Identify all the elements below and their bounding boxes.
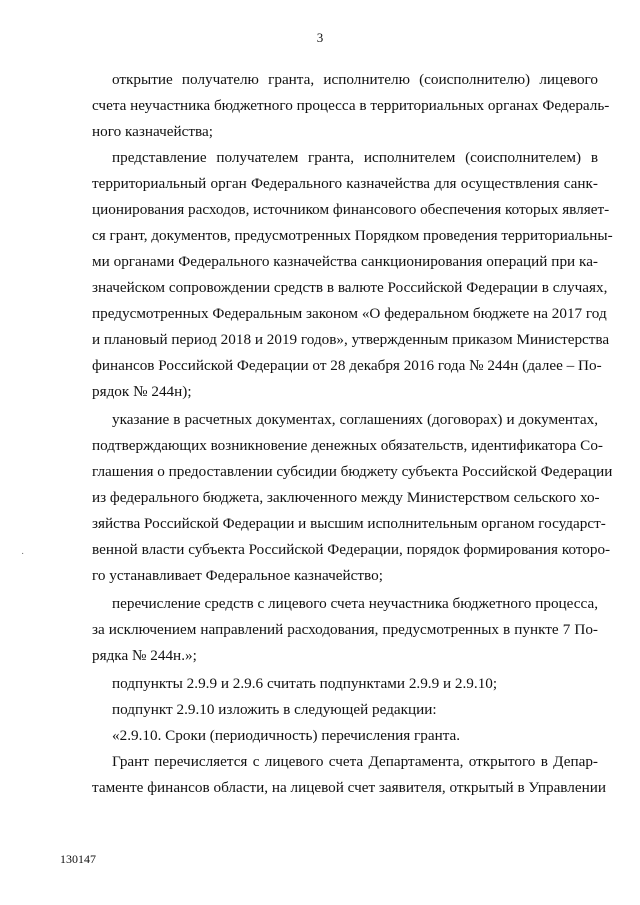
text-line: го устанавливает Федеральное казначейство;	[92, 567, 383, 584]
text-line: зяйства Российской Федерации и высшим исполнительным органом государст-	[92, 515, 606, 532]
text-line: подпункты 2.9.9 и 2.9.6 считать подпунктами 2.9.9 и 2.9.10;	[112, 675, 498, 692]
page-number: 3	[316, 30, 324, 45]
text-line: «2.9.10. Сроки (периодичность) перечисления гранта.	[112, 727, 461, 744]
text-line: ми органами Федерального казначейства санкционирования операций при ка-	[92, 253, 598, 270]
text-line: глашения о предоставлении субсидии бюджету субъекта Российской Федерации	[92, 463, 613, 480]
text-line: значейском сопровождении средств в валюте Российской Федерации в случаях,	[92, 279, 608, 296]
text-line: подтверждающих возникновение денежных обязательств, идентификатора Со-	[92, 437, 603, 454]
text-line: и плановый период 2018 и 2019 годов», утвержденным приказом Министерства	[92, 331, 610, 348]
margin-mark: ·	[21, 548, 25, 559]
text-line: рядка № 244н.»;	[92, 647, 197, 664]
text-line: венной власти субъекта Российской Федерации, порядок формирования которо-	[92, 541, 611, 558]
text-line: ного казначейства;	[92, 123, 213, 140]
text-line: ционирования расходов, источником финансового обеспечения которых являет-	[92, 201, 610, 218]
text-line: рядок № 244н);	[92, 383, 192, 400]
text-line: из федерального бюджета, заключенного между Министерством сельского хо-	[92, 489, 600, 506]
text-line: ся грант, документов, предусмотренных Порядком проведения территориальны-	[92, 227, 613, 244]
text-line: перечисление средств с лицевого счета неучастника бюджетного процесса,	[112, 595, 598, 612]
text-line: указание в расчетных документах, соглашениях (договорах) и документах,	[112, 411, 598, 428]
text-line: Грант перечисляется с лицевого счета Департамента, открытого в Депар-	[112, 753, 598, 770]
text-line: за исключением направлений расходования, предусмотренных в пункте 7 По-	[92, 621, 598, 638]
text-line: счета неучастника бюджетного процесса в территориальных органах Федераль-	[92, 97, 610, 114]
text-line: предусмотренных Федеральным законом «О федеральном бюджете на 2017 год	[92, 305, 607, 322]
text-line: финансов Российской Федерации от 28 декабря 2016 года № 244н (далее – По-	[92, 357, 602, 374]
text-line: территориальный орган Федерального казначейства для осуществления санк-	[92, 175, 598, 192]
text-line: представление получателем гранта, исполнителем (соисполнителем) в	[112, 149, 598, 166]
text-line: открытие получателю гранта, исполнителю (соисполнителю) лицевого	[112, 71, 598, 88]
text-line: подпункт 2.9.10 изложить в следующей редакции:	[112, 701, 437, 718]
text-line: таменте финансов области, на лицевой счет заявителя, открытый в Управлении	[92, 779, 606, 796]
footer-document-code: 130147	[60, 852, 96, 866]
